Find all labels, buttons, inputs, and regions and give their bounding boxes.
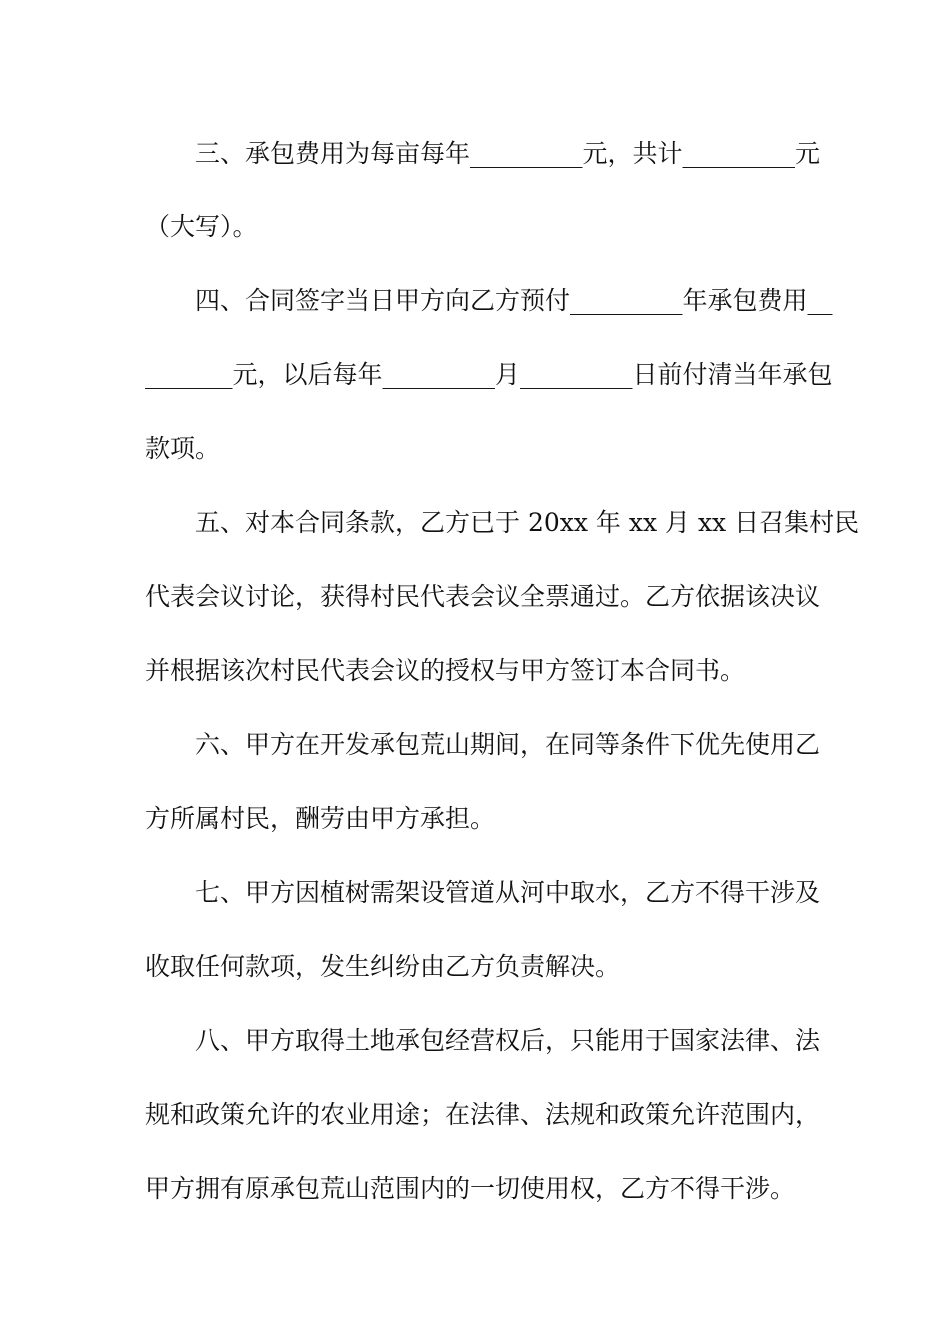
clause-4-line-3: 款项。 <box>145 434 221 463</box>
clause-4-line-2: _______元，以后每年_________月_________日前付清当年承包 <box>145 360 833 389</box>
clause-5-line-1: 五、对本合同条款，乙方已于 20xx 年 xx 月 xx 日召集村民 <box>195 508 860 537</box>
clause-6-line-2: 方所属村民，酬劳由甲方承担。 <box>145 804 496 833</box>
clause-3-line-1: 三、承包费用为每亩每年_________元，共计_________元 <box>195 139 821 168</box>
clause-5-line-3: 并根据该次村民代表会议的授权与甲方签订本合同书。 <box>145 656 746 685</box>
clause-5-line-2: 代表会议讨论，获得村民代表会议全票通过。乙方依据该决议 <box>145 582 821 611</box>
clause-7-line-1: 七、甲方因植树需架设管道从河中取水，乙方不得干涉及 <box>195 878 821 907</box>
clause-8-line-2: 规和政策允许的农业用途；在法律、法规和政策允许范围内， <box>145 1100 821 1129</box>
clause-7-line-2: 收取任何款项，发生纠纷由乙方负责解决。 <box>145 952 621 981</box>
clause-8-line-1: 八、甲方取得土地承包经营权后，只能用于国家法律、法 <box>195 1026 821 1055</box>
clause-3-line-2: （大写）。 <box>145 212 258 241</box>
clause-8-line-3: 甲方拥有原承包荒山范围内的一切使用权，乙方不得干涉。 <box>145 1174 796 1203</box>
clause-4-line-1: 四、合同签字当日甲方向乙方预付_________年承包费用__ <box>195 286 833 315</box>
clause-6-line-1: 六、甲方在开发承包荒山期间，在同等条件下优先使用乙 <box>195 730 821 759</box>
